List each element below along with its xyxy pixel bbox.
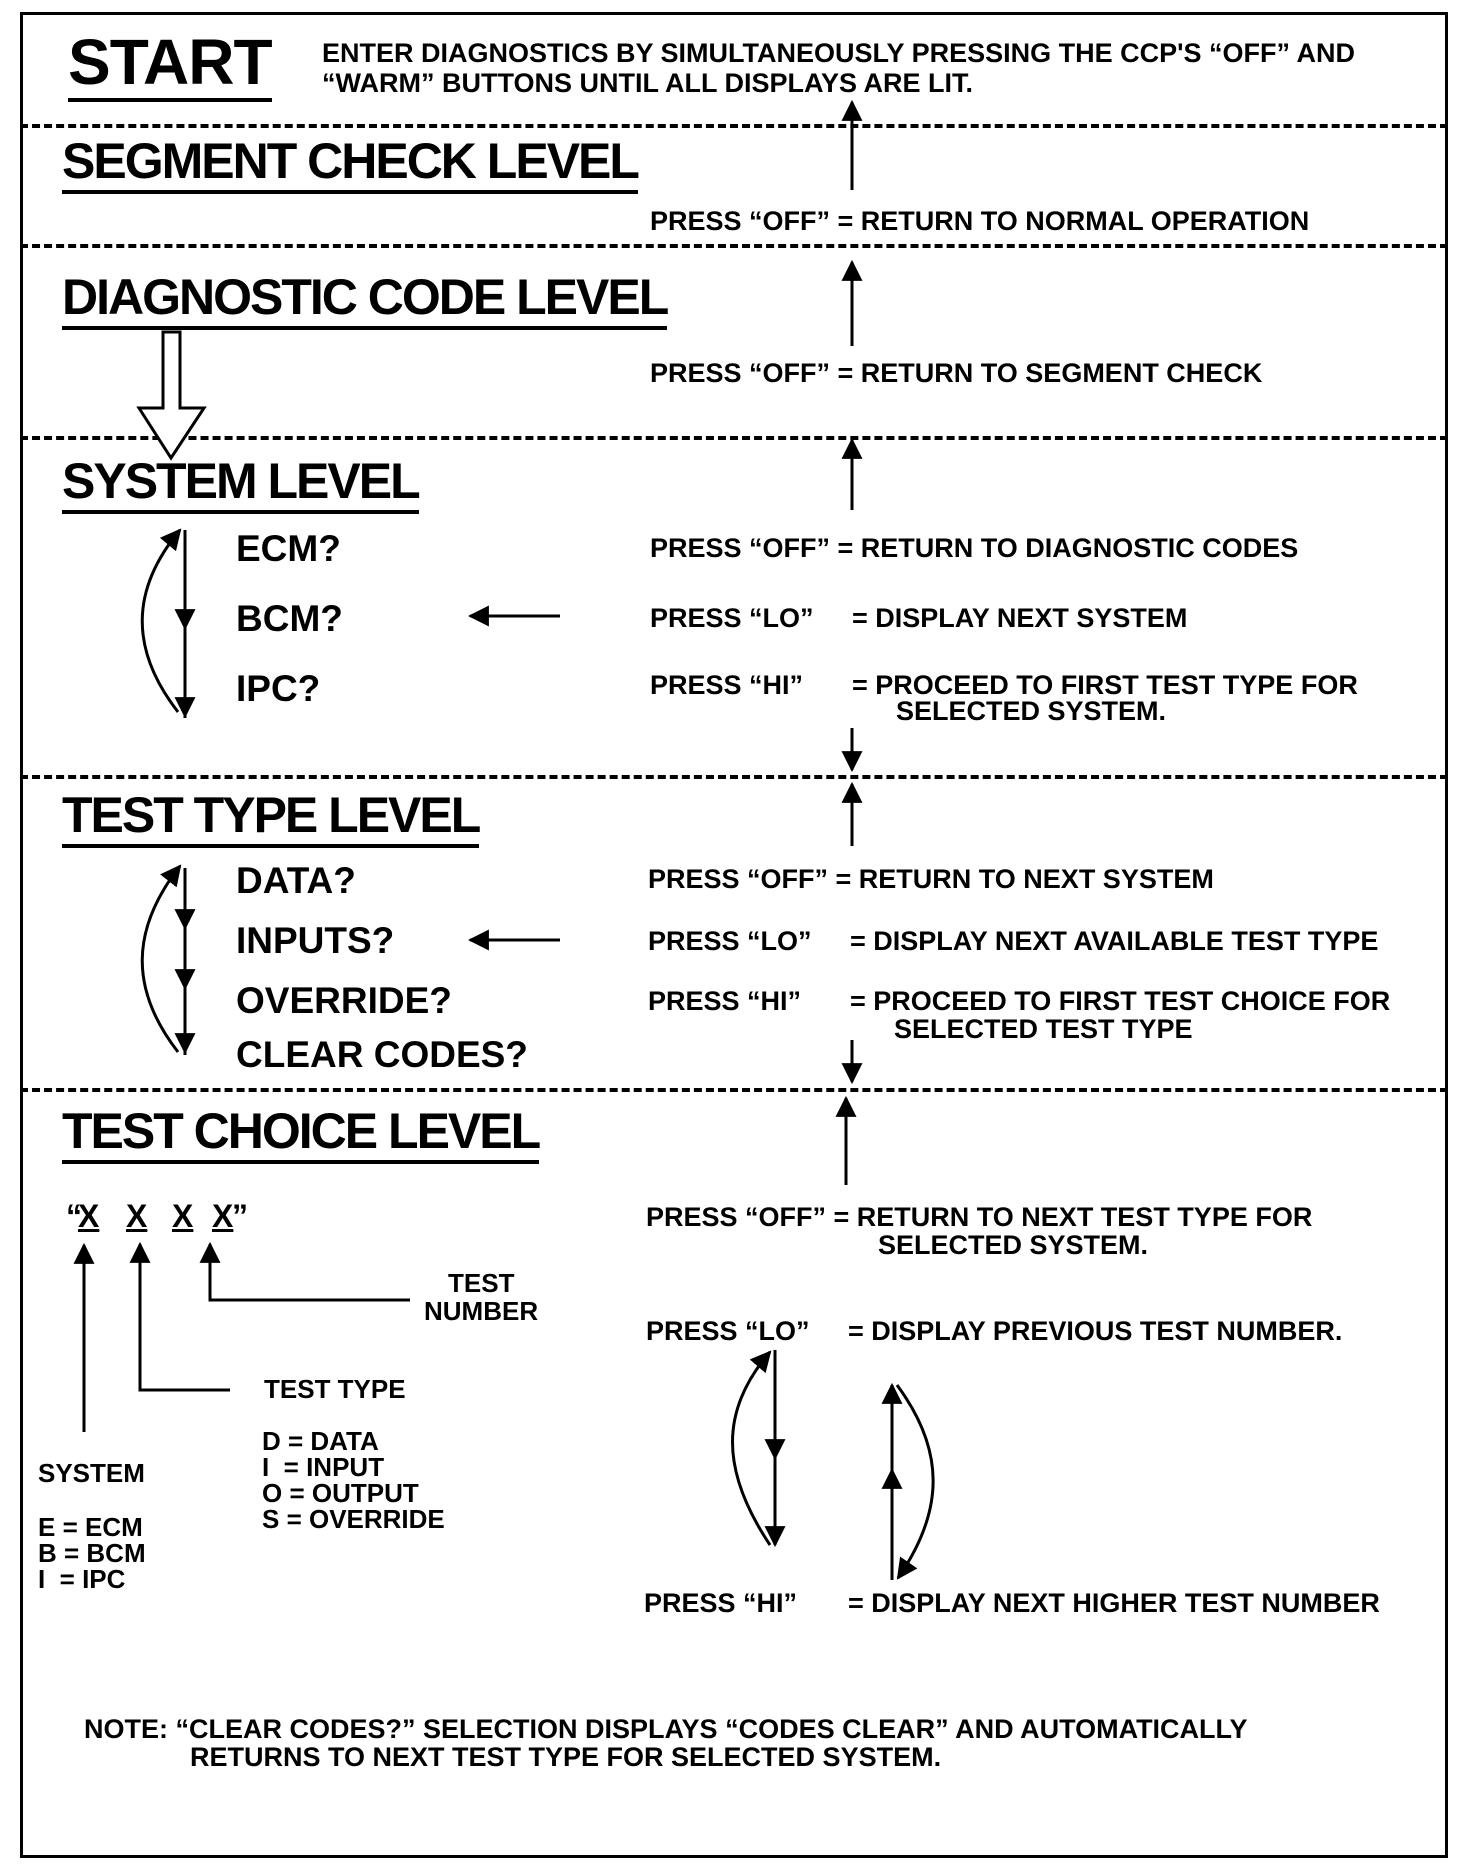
- test-choice-lo-key: PRESS “LO”: [646, 1316, 810, 1346]
- test-type-level-hi-key: PRESS “HI”: [648, 986, 802, 1016]
- code-open-quote: “: [66, 1198, 82, 1234]
- test-type-option: INPUTS?: [236, 920, 395, 961]
- code-char-test-number-1: X: [172, 1198, 194, 1234]
- code-close-quote: ”: [232, 1198, 248, 1234]
- code-char-test-type: X: [126, 1198, 148, 1234]
- system-legend: B = BCM: [38, 1538, 146, 1568]
- test-type-legend: O = OUTPUT: [262, 1478, 419, 1508]
- system-legend: I = IPC: [38, 1564, 126, 1594]
- system-level-title: SYSTEM LEVEL: [62, 456, 419, 514]
- test-type-level-hi-desc-2: SELECTED TEST TYPE: [894, 1014, 1193, 1044]
- test-type-level-lo-key: PRESS “LO”: [648, 926, 812, 956]
- diagnostic-code-off: PRESS “OFF” = RETURN TO SEGMENT CHECK: [650, 358, 1263, 388]
- system-option: IPC?: [236, 668, 321, 709]
- system-level-lo-key: PRESS “LO”: [650, 603, 814, 633]
- system-legend: E = ECM: [38, 1512, 143, 1542]
- test-choice-hi-desc: = DISPLAY NEXT HIGHER TEST NUMBER: [848, 1588, 1380, 1618]
- start-instruction-line2: “WARM” BUTTONS UNTIL ALL DISPLAYS ARE LIT.: [322, 68, 974, 98]
- lo-cycle-return: [733, 1352, 771, 1545]
- code-char-test-number-2: X: [212, 1198, 234, 1234]
- test-type-level-hi-desc: = PROCEED TO FIRST TEST CHOICE FOR: [850, 986, 1391, 1016]
- system-level-off: PRESS “OFF” = RETURN TO DIAGNOSTIC CODES: [650, 533, 1299, 563]
- test-type-legend: S = OVERRIDE: [262, 1504, 445, 1534]
- code-char-system: X: [78, 1198, 100, 1234]
- start-instruction-line1: ENTER DIAGNOSTICS BY SIMULTANEOUSLY PRESSING THE CCP'S “OFF” AND: [322, 38, 1356, 68]
- test-type-level-title: TEST TYPE LEVEL: [62, 790, 479, 848]
- test-type-option: OVERRIDE?: [236, 980, 452, 1021]
- test-choice-off-2: SELECTED SYSTEM.: [878, 1230, 1149, 1260]
- test-type-pointer: [140, 1245, 230, 1390]
- test-type-label: TEST TYPE: [264, 1374, 406, 1404]
- test-type-legend: D = DATA: [262, 1426, 379, 1456]
- hi-cycle-return: [897, 1385, 933, 1578]
- note-line2: RETURNS TO NEXT TEST TYPE FOR SELECTED SYSTEM.: [190, 1742, 942, 1772]
- test-type-cycle-return: [142, 866, 180, 1052]
- test-type-level-lo-desc: = DISPLAY NEXT AVAILABLE TEST TYPE: [850, 926, 1379, 956]
- system-level-lo-desc: = DISPLAY NEXT SYSTEM: [852, 603, 1188, 633]
- system-level-hi-desc-2: SELECTED SYSTEM.: [896, 696, 1167, 726]
- test-choice-off: PRESS “OFF” = RETURN TO NEXT TEST TYPE FOR: [646, 1202, 1313, 1232]
- system-option: BCM?: [236, 598, 343, 639]
- segment-check-off: PRESS “OFF” = RETURN TO NORMAL OPERATION: [650, 206, 1310, 236]
- test-choice-hi-key: PRESS “HI”: [644, 1588, 798, 1618]
- test-type-level-off: PRESS “OFF” = RETURN TO NEXT SYSTEM: [648, 864, 1214, 894]
- system-option: ECM?: [236, 528, 341, 569]
- diagnostic-code-title: DIAGNOSTIC CODE LEVEL: [62, 272, 667, 330]
- segment-check-title: SEGMENT CHECK LEVEL: [62, 136, 638, 194]
- test-number-label: TEST: [448, 1268, 515, 1298]
- system-label: SYSTEM: [38, 1458, 145, 1488]
- system-level-hi-key: PRESS “HI”: [650, 670, 804, 700]
- system-level-hi-desc: = PROCEED TO FIRST TEST TYPE FOR: [852, 670, 1358, 700]
- test-type-option: CLEAR CODES?: [236, 1034, 528, 1075]
- test-number-pointer: [210, 1245, 410, 1300]
- test-number-label-2: NUMBER: [424, 1296, 539, 1326]
- system-cycle-return: [142, 530, 180, 712]
- hollow-down-arrow: [139, 332, 204, 458]
- test-type-option: DATA?: [236, 860, 356, 901]
- test-choice-lo-desc: = DISPLAY PREVIOUS TEST NUMBER.: [848, 1316, 1343, 1346]
- test-choice-level-title: TEST CHOICE LEVEL: [62, 1106, 539, 1164]
- test-type-legend: I = INPUT: [262, 1452, 385, 1482]
- note-line1: NOTE: “CLEAR CODES?” SELECTION DISPLAYS “CODES CLEAR” AND AUTOMATICALLY: [84, 1714, 1248, 1744]
- start-title: START: [68, 30, 272, 102]
